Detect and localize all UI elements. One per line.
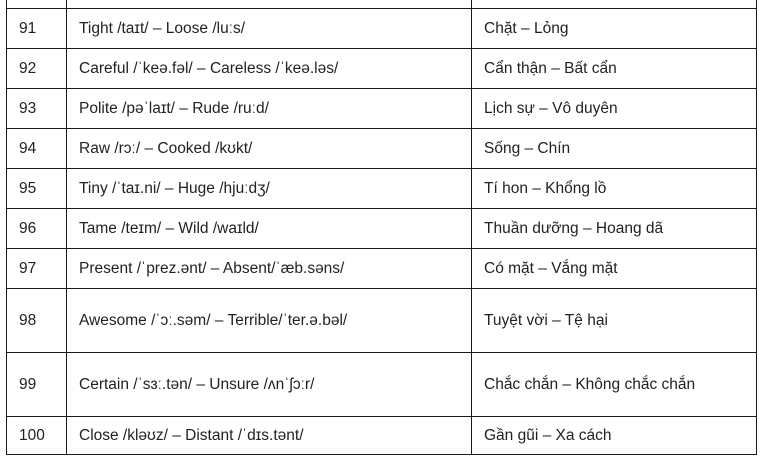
table-row xyxy=(7,289,757,353)
table-row xyxy=(7,417,757,455)
row-number: 95 xyxy=(7,169,67,209)
vietnamese-translation: Lịch sự – Vô duyên xyxy=(472,89,757,129)
row-number: 91 xyxy=(7,9,67,49)
table-row xyxy=(7,89,757,129)
english-antonym-pair: Certain /ˈsɜː.tən/ – Unsure /ʌnˈʃɔːr/ xyxy=(67,353,472,417)
english-antonym-pair: Tame /teɪm/ – Wild /waɪld/ xyxy=(67,209,472,249)
vietnamese-translation: Chắc chắn – Không chắc chắn xyxy=(472,353,757,417)
vietnamese-translation: Tí hon – Khổng lồ xyxy=(472,169,757,209)
table-row-previous-stub xyxy=(7,0,757,9)
row-number: 100 xyxy=(7,417,67,455)
vietnamese-translation: Cẩn thận – Bất cẩn xyxy=(472,49,757,89)
row-number: 98 xyxy=(7,289,67,353)
row-number: 96 xyxy=(7,209,67,249)
english-antonym-pair: Present /ˈprez.ənt/ – Absent/ˈæb.səns/ xyxy=(67,249,472,289)
vocabulary-table xyxy=(6,0,757,455)
english-antonym-pair: Polite /pəˈlaɪt/ – Rude /ruːd/ xyxy=(67,89,472,129)
table-row xyxy=(7,249,757,289)
table-cell xyxy=(7,0,67,9)
table-row xyxy=(7,169,757,209)
english-antonym-pair: Tiny /ˈtaɪ.ni/ – Huge /hjuːdʒ/ xyxy=(67,169,472,209)
table-row xyxy=(7,49,757,89)
vietnamese-translation: Thuần dưỡng – Hoang dã xyxy=(472,209,757,249)
vietnamese-translation: Có mặt – Vắng mặt xyxy=(472,249,757,289)
english-antonym-pair: Awesome /ˈɔː.səm/ – Terrible/ˈter.ə.bəl/ xyxy=(67,289,472,353)
row-number: 97 xyxy=(7,249,67,289)
english-antonym-pair: Raw /rɔː/ – Cooked /kʊkt/ xyxy=(67,129,472,169)
vietnamese-translation: Sống – Chín xyxy=(472,129,757,169)
table-row xyxy=(7,9,757,49)
table-cell xyxy=(472,0,757,9)
row-number: 94 xyxy=(7,129,67,169)
vietnamese-translation: Gần gũi – Xa cách xyxy=(472,417,757,455)
table-row xyxy=(7,209,757,249)
row-number: 93 xyxy=(7,89,67,129)
vietnamese-translation: Chặt – Lỏng xyxy=(472,9,757,49)
row-number: 92 xyxy=(7,49,67,89)
table-row xyxy=(7,353,757,417)
row-number: 99 xyxy=(7,353,67,417)
english-antonym-pair: Close /kləʊz/ – Distant /ˈdɪs.tənt/ xyxy=(67,417,472,455)
table-cell xyxy=(67,0,472,9)
table-row xyxy=(7,129,757,169)
vietnamese-translation: Tuyệt vời – Tệ hại xyxy=(472,289,757,353)
english-antonym-pair: Tight /taɪt/ – Loose /luːs/ xyxy=(67,9,472,49)
english-antonym-pair: Careful /ˈkeə.fəl/ – Careless /ˈkeə.ləs/ xyxy=(67,49,472,89)
